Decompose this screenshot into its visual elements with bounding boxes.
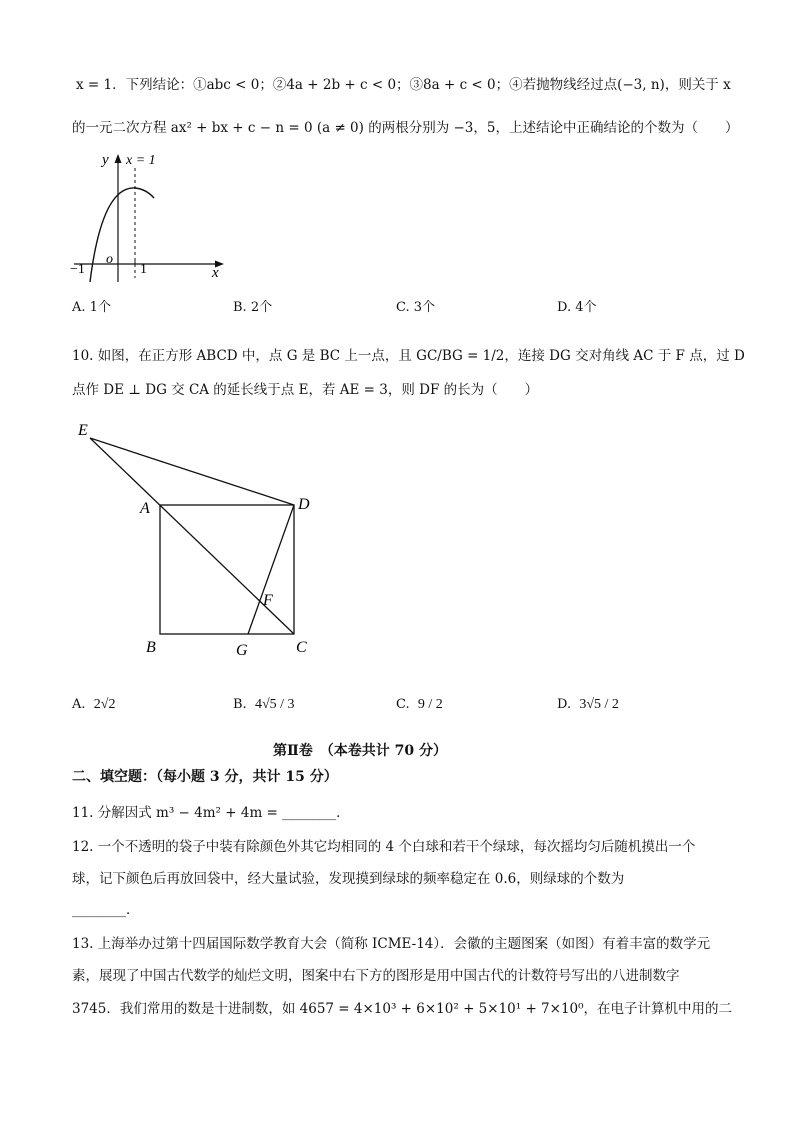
label-C: C [296, 639, 307, 656]
volume-title: 第Ⅱ卷 （本卷共计 70 分） [273, 743, 448, 759]
graph-axis-line-label: x = 1 [126, 153, 156, 168]
q10-option-a: A. 2√2 [72, 697, 116, 712]
graph-origin-label: o [106, 252, 113, 267]
q12-line2: 球，记下颜色后再放回袋中，经大量试验，发现摸到绿球的频率稳定在 0.6，则绿球的个数为 [72, 871, 625, 887]
q12-line1: 12. 一个不透明的袋子中装有除颜色外其它均相同的 4 个白球和若干个绿球，每次摇均匀后随机摸出一个 [72, 839, 696, 855]
part-title: 二、填空题：（每小题 3 分，共计 15 分） [72, 769, 338, 785]
q12-line3: ________． [72, 902, 140, 918]
label-E: E [78, 422, 88, 439]
q9-line1: x = 1．下列结论：①abc < 0；②4a + 2b + c < 0；③8a + c < 0；④若抛物线经过点(−3, n)，则关于 x [76, 77, 731, 93]
q9-option-a: A. 1个 [72, 300, 111, 315]
q9-parabola-graph [66, 146, 236, 286]
q10-line1: 10. 如图，在正方形 ABCD 中，点 G 是 BC 上一点，且 GC/BG = 1/2，连接 DG 交对角线 AC 于 F 点，过 D [72, 348, 745, 364]
graph-tick-1: 1 [140, 262, 147, 277]
label-F: F [263, 592, 273, 609]
q10-option-d: D. 3√5 / 2 [557, 697, 619, 712]
q13-line2: 素，展现了中国古代数学的灿烂文明，图案中右下方的图形是用中国古代的计数符号写出的八进制数字 [72, 968, 680, 984]
graph-y-label: y [102, 152, 109, 168]
label-B: B [146, 639, 156, 656]
q13-line1: 13. 上海举办过第十四届国际数学教育大会（简称 ICME-14）．会徽的主题图案（如图）有着丰富的数学元 [72, 936, 711, 952]
q11-text: 11. 分解因式 m³ − 4m² + 4m = ________． [72, 805, 350, 821]
graph-tick-neg1: −1 [70, 262, 85, 277]
q10-line2: 点作 DE ⊥ DG 交 CA 的延长线于点 E，若 AE = 3，则 DF 的长为（ ） [72, 382, 539, 398]
label-G: G [236, 642, 248, 659]
label-A: A [140, 500, 150, 517]
q9-option-d: D. 4个 [557, 300, 597, 315]
q9-line2: 的一元二次方程 ax² + bx + c − n = 0 (a ≠ 0) 的两根分别为 −3，5，上述结论中正确结论的个数为（ ） [72, 120, 739, 136]
q9-option-c: C. 3个 [396, 300, 436, 315]
graph-x-label: x [212, 265, 219, 281]
q13-line3: 3745．我们常用的数是十进制数，如 4657 = 4×10³ + 6×10² + 5×10¹ + 7×10⁰，在电子计算机中用的二 [72, 1001, 733, 1017]
q10-square-figure [70, 415, 330, 665]
q10-option-c: C. 9 / 2 [396, 697, 443, 712]
q10-option-b: B. 4√5 / 3 [233, 697, 295, 712]
q9-option-b: B. 2个 [233, 300, 273, 315]
label-D: D [298, 496, 310, 513]
